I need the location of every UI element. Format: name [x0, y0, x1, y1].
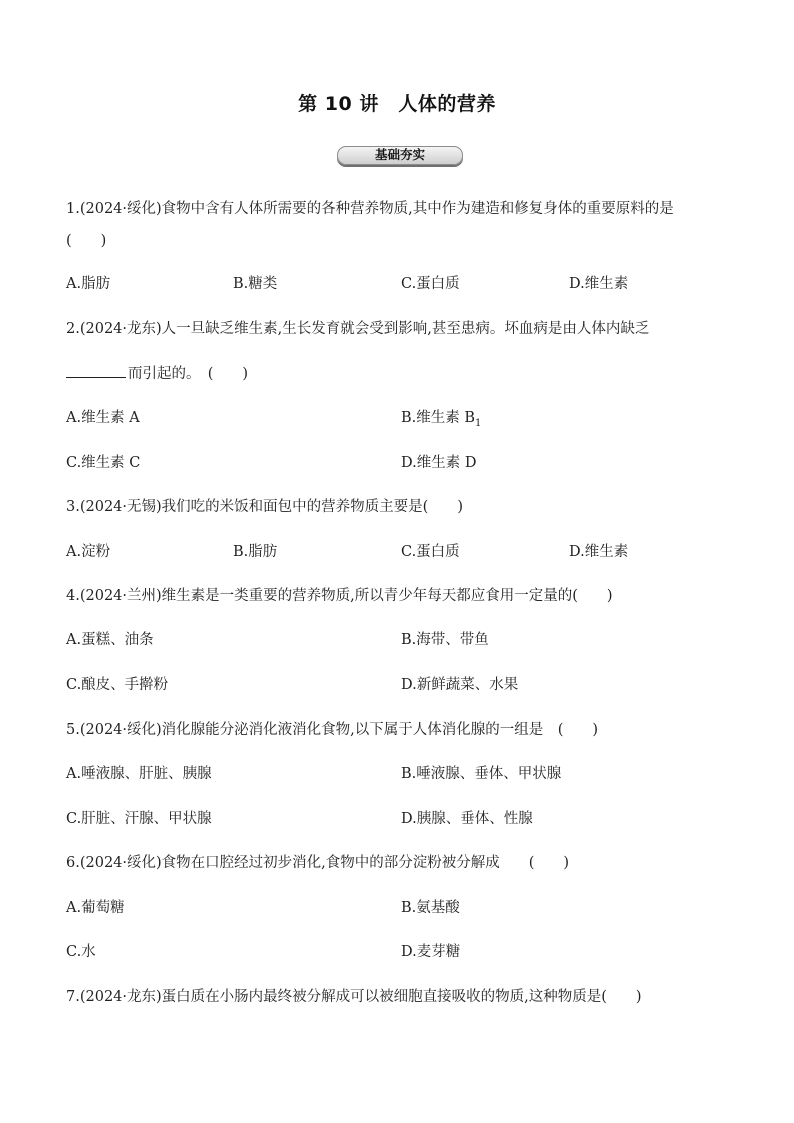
question-6-option-d: D.麦芽糖: [401, 944, 461, 960]
question-2-option-b: [401, 406, 481, 429]
question-1-stem: 1.(2024·绥化)食物中含有人体所需要的各种营养物质,其中作为建造和修复身体的重要原料的是: [66, 201, 674, 217]
question-3-option-a: A.淀粉: [66, 544, 111, 560]
question-1-option-b: B.糖类: [233, 276, 278, 292]
question-2-option-c: C.维生素 C: [66, 455, 141, 471]
question-1-option-d: D.维生素: [569, 276, 629, 292]
question-2-stem-tail: 而引起的。 ( ): [128, 366, 249, 382]
question-6-option-c: C.水: [66, 944, 96, 960]
question-3-option-d: D.维生素: [569, 544, 629, 560]
question-5-option-a: A.唾液腺、肝脏、胰腺: [66, 766, 212, 782]
question-3-stem: 3.(2024·无锡)我们吃的米饭和面包中的营养物质主要是( ): [66, 499, 463, 515]
question-5-option-c: C.肝脏、汗腺、甲状腺: [66, 811, 212, 827]
question-3-option-c: C.蛋白质: [401, 544, 460, 560]
question-2-option-a: A.维生素 A: [66, 410, 140, 426]
question-7-stem: 7.(2024·龙东)蛋白质在小肠内最终被分解成可以被细胞直接吸收的物质,这种物质是( ): [66, 989, 642, 1005]
question-4-option-d: D.新鲜蔬菜、水果: [401, 677, 519, 693]
question-5-stem: 5.(2024·绥化)消化腺能分泌消化液消化食物,以下属于人体消化腺的一组是 ( ): [66, 722, 599, 738]
question-4-option-b: B.海带、带鱼: [401, 632, 489, 648]
section-heading: 基础夯实: [337, 146, 463, 165]
question-2-stem: 2.(2024·龙东)人一旦缺乏维生素,生长发育就会受到影响,甚至患病。坏血病是由人体内缺乏: [66, 321, 650, 337]
question-6-option-a: A.葡萄糖: [66, 900, 125, 916]
question-4-option-c: C.酿皮、手擀粉: [66, 677, 169, 693]
question-3-option-b: B.脂肪: [233, 544, 278, 560]
question-1-answer-paren: ( ): [66, 233, 107, 249]
question-1-option-c: C.蛋白质: [401, 276, 460, 292]
page-title: 第 10 讲 人体的营养: [298, 93, 496, 115]
answer-blank: [66, 363, 126, 378]
question-2-option-d: D.维生素 D: [401, 455, 477, 471]
question-2-option-b-subscript: 1: [475, 417, 482, 429]
question-5-option-d: D.胰腺、垂体、性腺: [401, 811, 533, 827]
question-6-stem: 6.(2024·绥化)食物在口腔经过初步消化,食物中的部分淀粉被分解成 ( ): [66, 855, 570, 871]
question-5-option-b: B.唾液腺、垂体、甲状腺: [401, 766, 562, 782]
question-2-stem-continued: [66, 362, 248, 383]
question-4-stem: 4.(2024·兰州)维生素是一类重要的营养物质,所以青少年每天都应食用一定量的( ): [66, 588, 613, 604]
question-6-option-b: B.氨基酸: [401, 900, 460, 916]
question-4-option-a: A.蛋糕、油条: [66, 632, 154, 648]
question-1-option-a: A.脂肪: [66, 276, 111, 292]
question-2-option-b-text: B.维生素 B: [401, 410, 476, 426]
